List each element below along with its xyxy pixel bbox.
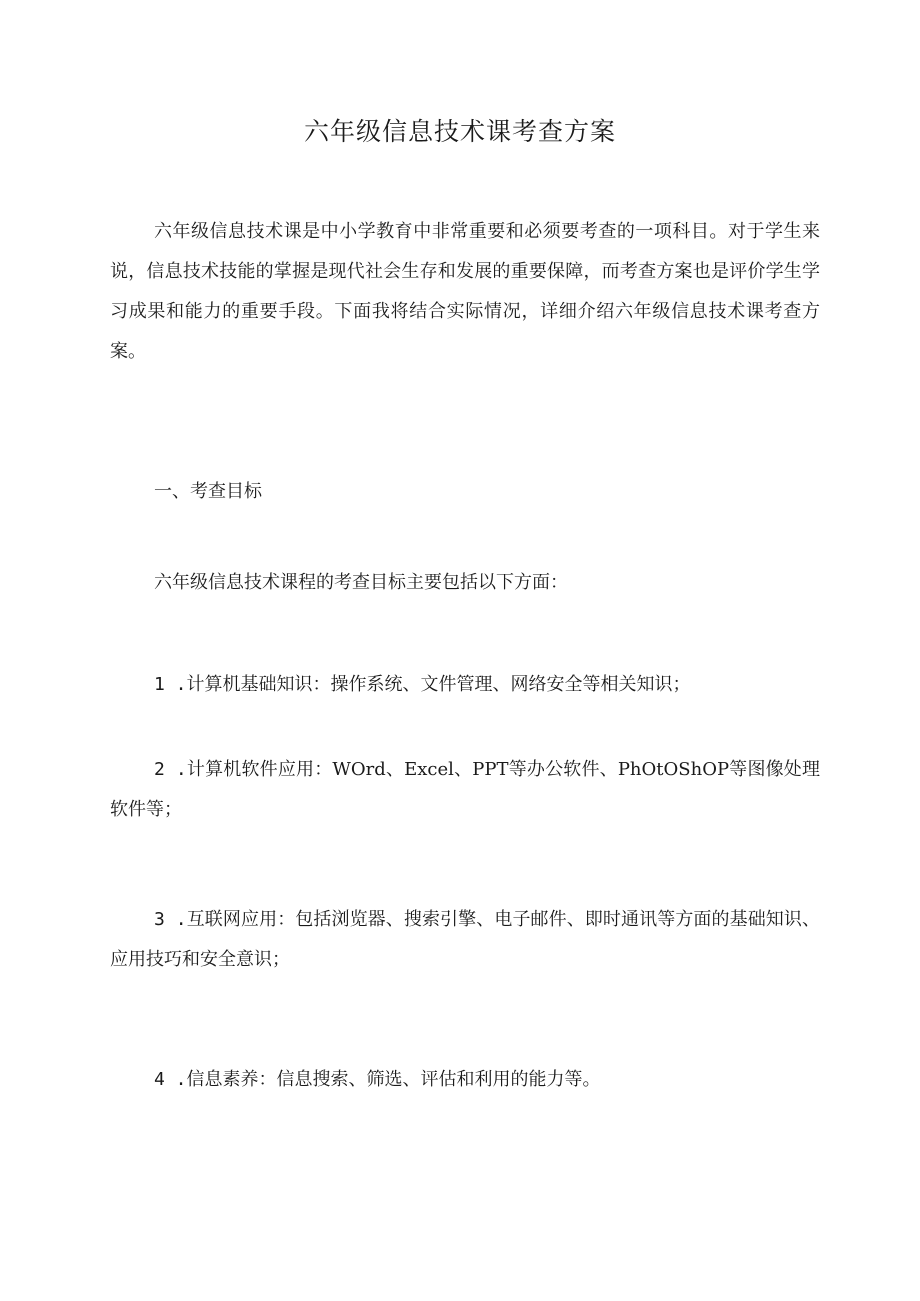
goals-intro-paragraph: 六年级信息技术课程的考查目标主要包括以下方面：: [154, 572, 568, 593]
list-item: [110, 1060, 820, 1100]
list-item-text: 互联网应用：包括浏览器、搜索引擎、电子邮件、即时通讯等方面的基础知识、应用技巧和安全意识；: [110, 909, 820, 970]
document-title: 六年级信息技术课考查方案: [303, 117, 616, 146]
list-item: [110, 900, 820, 980]
list-item-text: 信息素养：信息搜索、筛选、评估和利用的能力等。: [186, 1069, 601, 1090]
list-item: [110, 750, 820, 830]
intro-paragraph: 六年级信息技术课是中小学教育中非常重要和必须要考查的一项科目。对于学生来说，信息技术技能的掌握是现代社会生存和发展的重要保障，而考查方案也是评价学生学习成果和能力的重要手段。下面我将结合实际情况，详细介绍六年级信息技术课考查方案。: [110, 221, 820, 362]
list-item-number: 1 .: [154, 674, 187, 695]
list-item-text: 计算机软件应用：WOrd、Excel、PPT等办公软件、PhOtOShOP等图像处理软件等；: [110, 759, 820, 820]
list-item-number: 4 .: [154, 1069, 187, 1090]
list-item: [110, 665, 820, 705]
section-heading-goals: 一、考查目标: [154, 481, 262, 502]
list-item-text: 计算机基础知识：操作系统、文件管理、网络安全等相关知识；: [186, 674, 691, 695]
list-item-number: 3 .: [154, 909, 187, 930]
list-item-number: 2 .: [154, 759, 187, 780]
